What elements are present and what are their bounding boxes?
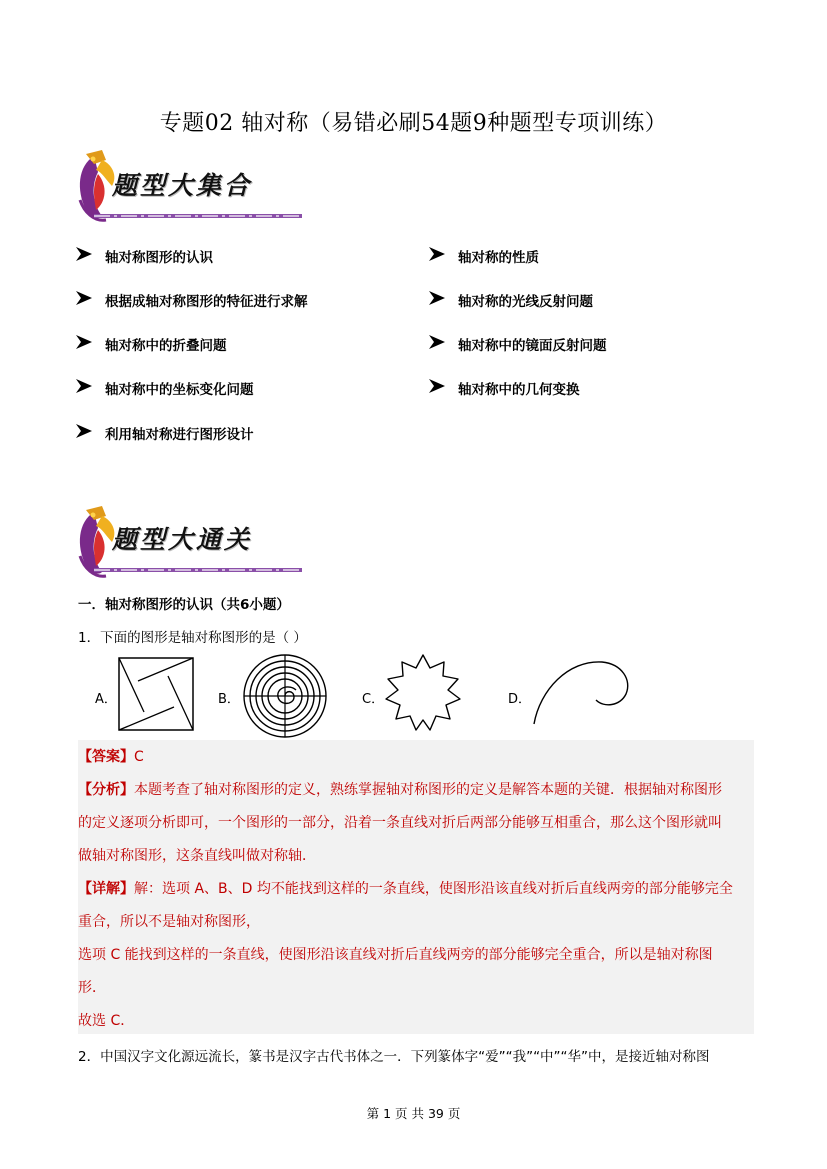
pinwheel-square-figure[interactable] (116, 656, 196, 732)
option-label-c: C． (362, 692, 385, 707)
analysis-label: 【分析】 (78, 782, 134, 798)
detail-line: 故选 C． (78, 1013, 135, 1029)
arrow-bullet-icon (428, 289, 446, 307)
arrow-bullet-icon (428, 377, 446, 395)
detail-line: 选项 C 能找到这样的一条直线，使图形沿该直线对折后直线两旁的部分能够完全重合，所以是轴对称图 (78, 947, 713, 963)
analysis-line: 做轴对称图形，这条直线叫做对称轴． (78, 848, 316, 864)
detail-line: 重合，所以不是轴对称图形， (78, 914, 260, 930)
toc-item[interactable]: 轴对称中的镜面反射问题 (458, 334, 607, 354)
answer-value: C (134, 749, 144, 765)
toc-item[interactable]: 轴对称中的折叠问题 (105, 334, 227, 354)
toc-item[interactable]: 轴对称中的几何变换 (458, 378, 580, 398)
question-text: 1．下面的图形是轴对称图形的是（ ） (78, 630, 307, 646)
banner-title: 题型大集合 (112, 171, 253, 200)
option-label-b: B． (218, 692, 240, 707)
analysis-line: 的定义逐项分析即可，一个图形的一部分，沿着一条直线对折后两部分能够互相重合，那么这个图形就叫 (78, 815, 722, 831)
arrow-bullet-icon (428, 245, 446, 263)
option-label-d: D． (508, 692, 532, 707)
page-title: 专题02 轴对称（易错必刷54题9种题型专项训练） (159, 111, 668, 136)
detail-line: 【详解】解：选项 A、B、D 均不能找到这样的一条直线，使图形沿该直线对折后直线两旁的部分能够完全 (78, 881, 733, 897)
arrow-bullet-icon (75, 422, 93, 440)
arrow-bullet-icon (75, 245, 93, 263)
arrow-bullet-icon (75, 333, 93, 351)
answer-explanation-box (78, 740, 754, 1034)
analysis-line: 【分析】本题考查了轴对称图形的定义，熟练掌握轴对称图形的定义是解答本题的关键．根据轴对称图形 (78, 782, 722, 798)
banner-topic-practice (72, 506, 312, 584)
banner-title: 题型大通关 (112, 525, 253, 554)
toc-item[interactable]: 轴对称图形的认识 (105, 246, 213, 266)
detail-label: 【详解】 (78, 881, 134, 897)
toc-item[interactable]: 利用轴对称进行图形设计 (105, 423, 254, 443)
spiral-curve-figure[interactable] (528, 656, 632, 726)
arrow-bullet-icon (75, 377, 93, 395)
toc-item[interactable]: 根据成轴对称图形的特征进行求解 (105, 290, 308, 310)
detail-line: 形． (78, 980, 106, 996)
snowflake-figure[interactable] (382, 652, 464, 738)
page-number: 第 1 页 共 39 页 (366, 1106, 461, 1121)
spiral-target-figure[interactable] (240, 654, 330, 738)
section-heading: 一．轴对称图形的认识（共6小题） (78, 597, 290, 613)
banner-topic-collection (72, 150, 312, 228)
question-text: 2．中国汉字文化源远流长，篆书是汉字古代书体之一．下列篆体字“爱”“我”“中”“华”中，是接近轴对称图 (78, 1049, 710, 1065)
toc-item[interactable]: 轴对称中的坐标变化问题 (105, 378, 254, 398)
arrow-bullet-icon (75, 289, 93, 307)
toc-item[interactable]: 轴对称的性质 (458, 246, 539, 266)
arrow-bullet-icon (428, 333, 446, 351)
answer-line (78, 746, 144, 766)
answer-label: 【答案】 (78, 749, 134, 765)
option-label-a: A． (95, 692, 117, 707)
toc-item[interactable]: 轴对称的光线反射问题 (458, 290, 593, 310)
